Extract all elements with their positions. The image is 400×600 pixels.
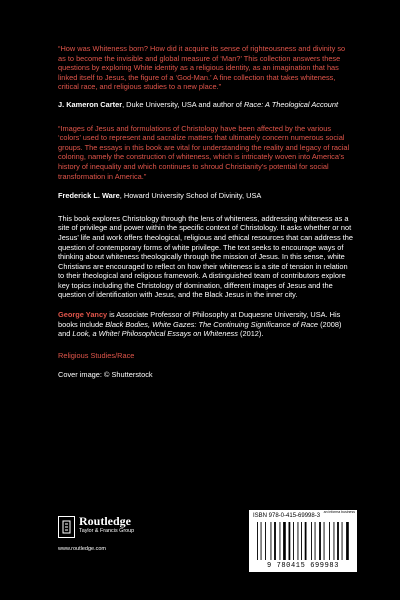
barcode-bar: [311, 522, 312, 560]
publisher-logo: [58, 515, 134, 538]
author-bio: [58, 310, 354, 339]
endorsement-attribution-2: [58, 191, 354, 201]
barcode-bar: [265, 522, 266, 560]
endorsement-quote-2: “Images of Jesus and formulations of Christology have been affected by the various ‘colors’ used to represent and sacralize matters that ultimately concern numerous social groups. The essays in this book are vital for understanding the reality and legacy of racial coloring, namely the construction of whiteness, which is intricately woven into America’s history of inequality and which continues to shroud Christianity’s potential for social transformation in America.”: [58, 123, 350, 181]
endorser-affiliation-1: , Duke University, USA and author of: [122, 99, 244, 109]
barcode-bar: [301, 522, 302, 560]
endorser-name-1: J. Kameron Carter: [58, 99, 123, 109]
barcode-bar: [283, 522, 286, 560]
subject-category: Religious Studies/Race: [58, 350, 135, 360]
cover-image-credit: Cover image: © Shutterstock: [58, 370, 153, 380]
publisher-website: www.routledge.com: [58, 546, 106, 552]
barcode-bar: [261, 522, 262, 560]
barcode-bar: [298, 522, 299, 560]
barcode-bar: [293, 522, 294, 560]
endorser-affiliation-2: , Howard University School of Divinity, USA: [119, 191, 262, 201]
barcode-bar: [346, 522, 349, 560]
author-bio-text-1: is Associate Professor of Philosophy at Duquesne University, USA. His books include: [58, 310, 341, 329]
barcode-bar: [274, 522, 276, 560]
book-description: This book explores Christology through the lens of whiteness, addressing whiteness as a site of privilege and power within the specific context of Christology. It asks whether or not Jesus’ life and work offers theological, religious and ethical resources that can address the question of contemporary forms of white privilege. The text seeks to encourage ways of thinking about whiteness theologically through the mission of Jesus. In this sense, white Christians are encouraged to reflect on how their whiteness is a site of tension in relation to their theological and religious framework. A distinguished team of contributors explore key topics including the Christology of domination, different images of Jesus and the question of identification with Jesus, and the Black Jesus in the inner city.: [58, 213, 353, 300]
barcode-bar: [257, 522, 258, 560]
publisher-name: Routledge: [79, 514, 131, 528]
barcode-bar: [329, 522, 330, 560]
publisher-group: Taylor & Francis Group: [79, 528, 135, 534]
barcode-bars: [255, 522, 351, 562]
barcode-bar: [280, 522, 281, 560]
barcode-digits: 9 780415 699983: [266, 562, 339, 570]
author-book-2: Look, a White! Philosophical Essays on Whiteness: [72, 329, 238, 339]
barcode-bar: [337, 522, 339, 560]
author-name: George Yancy: [58, 310, 108, 320]
barcode-bar: [324, 522, 325, 560]
barcode-bar: [315, 522, 316, 560]
barcode-bar: [305, 522, 307, 560]
author-book-1: Black Bodies, White Gazes: The Continuing Significance of Race: [105, 319, 319, 329]
endorsement-attribution-1: [58, 100, 354, 110]
barcode-bar: [334, 522, 335, 560]
back-cover-text: [58, 44, 354, 380]
endorser-name-2: Frederick L. Ware: [58, 191, 120, 201]
isbn-number: ISBN 978-0-415-69998-3: [253, 513, 321, 519]
author-bio-text-3: (2012).: [237, 329, 264, 339]
endorsement-quote-1: “How was Whiteness born? How did it acquire its sense of righteousness and divinity so as to become the invisible and global measure of ‘Man?’ This collection answers these questions by exploring White identity as a religious identity, as an imagination that has linked itself to Jesus, the figure of a ‘God-Man.’ A fine collection that takes whiteness, critical race, and religious studies to a new place.”: [58, 44, 346, 92]
barcode-bar: [271, 522, 272, 560]
routledge-logo-icon: [58, 516, 75, 538]
barcode-bar: [289, 522, 291, 560]
author-bio-text-2: (2008) and: [58, 319, 342, 339]
isbn-barcode: [249, 510, 357, 572]
barcode-top-label: an informa business: [323, 510, 355, 514]
barcode-bar: [319, 522, 321, 560]
endorser-book-1: Race: A Theological Account: [243, 99, 339, 109]
barcode-bar: [342, 522, 343, 560]
